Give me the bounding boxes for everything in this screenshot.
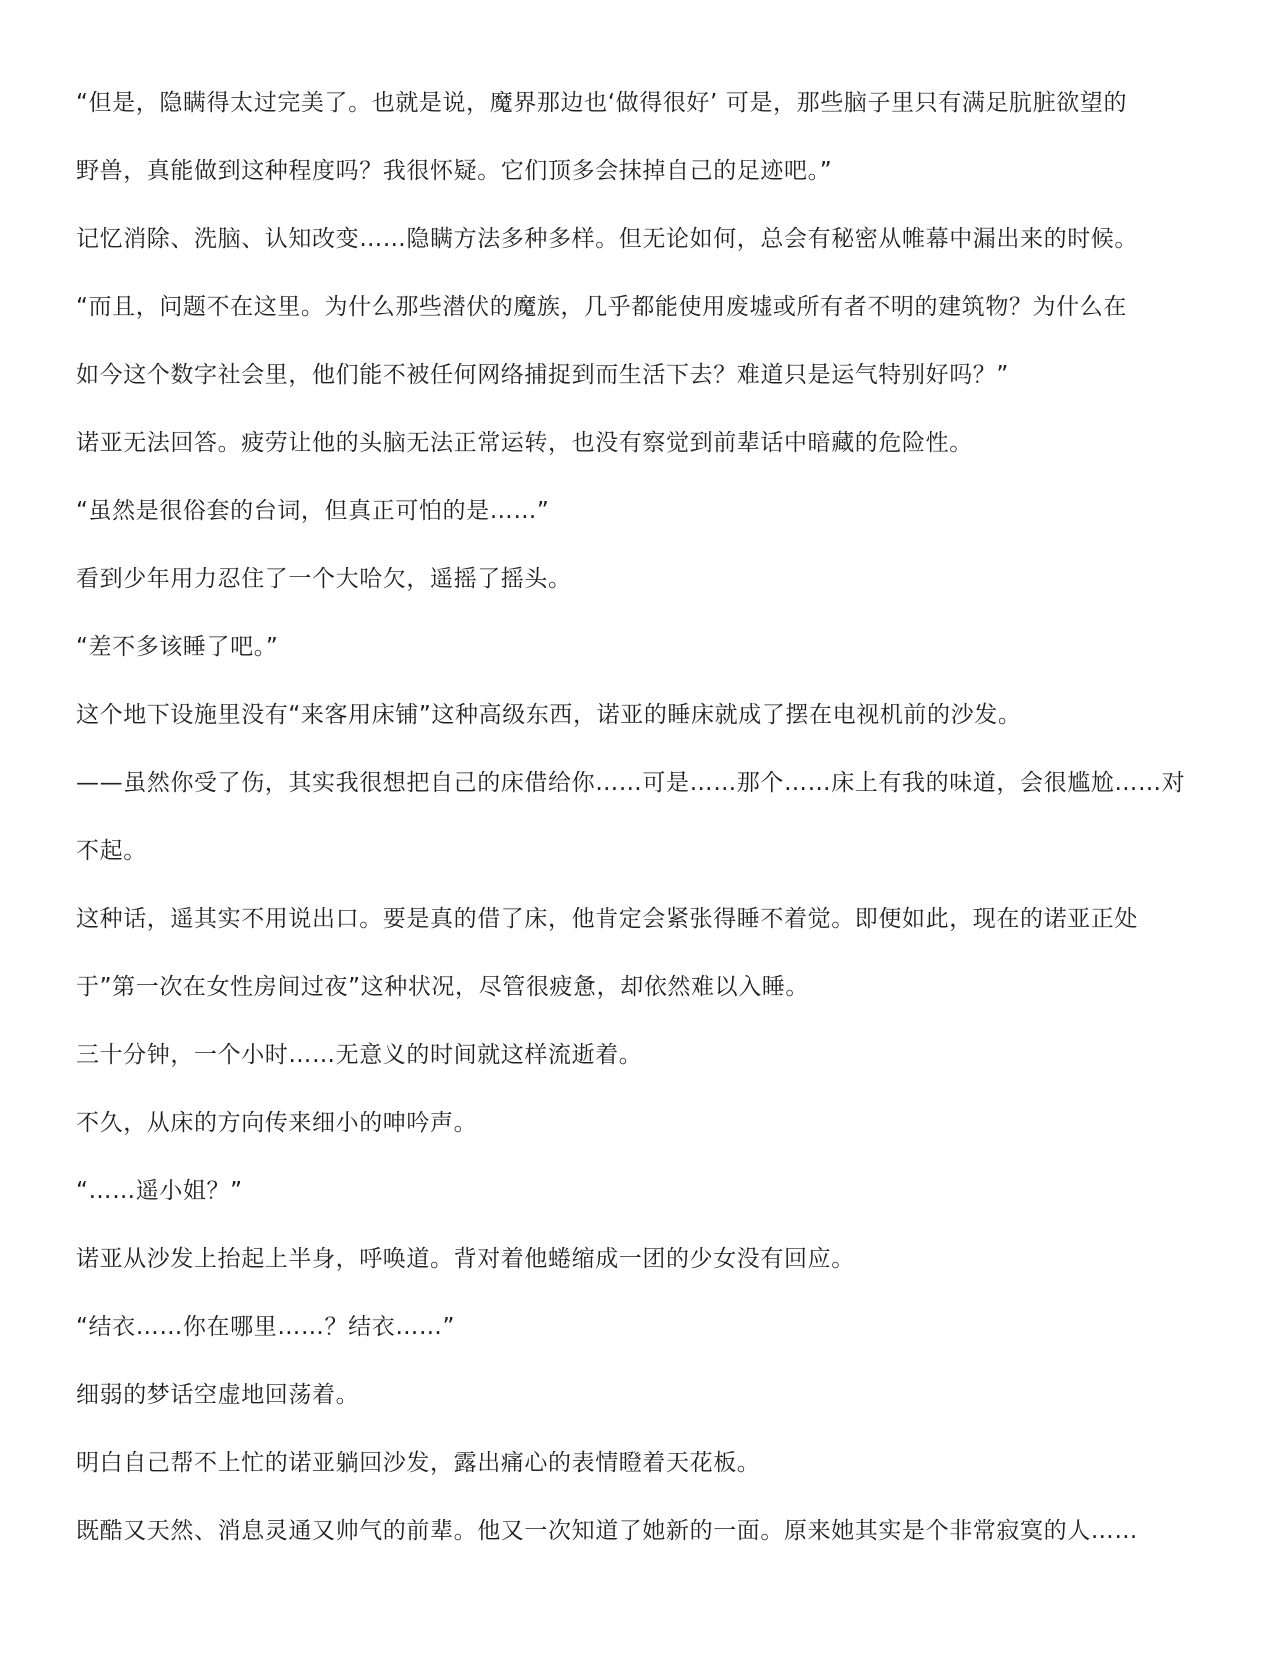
- text-line: “而且，问题不在这里。为什么那些潜伏的魔族，几乎都能使用废墟或所有者不明的建筑物？为什么在: [76, 294, 1127, 320]
- text-line: 诺亚从沙发上抬起上半身，呼唤道。背对着他蜷缩成一团的少女没有回应。: [76, 1246, 855, 1272]
- paragraph: [76, 698, 1210, 732]
- paragraph: [76, 1310, 1210, 1344]
- text-line: 这个地下设施里没有“来客用床铺”这种高级东西，诺亚的睡床就成了摆在电视机前的沙发。: [76, 702, 1022, 728]
- text-line: 三十分钟，一个小时……无意义的时间就这样流逝着。: [76, 1042, 643, 1068]
- text-line: 记忆消除、洗脑、认知改变……隐瞒方法多种多样。但无论如何，总会有秘密从帷幕中漏出来的时候。: [76, 226, 1138, 252]
- text-line: 不久，从床的方向传来细小的呻吟声。: [76, 1110, 478, 1136]
- paragraph: [76, 1038, 1210, 1072]
- text-line: “差不多该睡了吧。”: [76, 634, 279, 660]
- paragraph: [76, 426, 1210, 460]
- text-line: “……遥小姐？”: [76, 1178, 243, 1204]
- text-line: 野兽，真能做到这种程度吗？我很怀疑。它们顶多会抹掉自己的足迹吧。”: [76, 158, 833, 184]
- text-line: 明白自己帮不上忙的诺亚躺回沙发，露出痛心的表情瞪着天花板。: [76, 1450, 761, 1476]
- text-line: 如今这个数字社会里，他们能不被任何网络捕捉到而生活下去？难道只是运气特别好吗？”: [76, 362, 1009, 388]
- text-line: “结衣……你在哪里……？结衣……”: [76, 1314, 456, 1340]
- paragraph: [76, 562, 1210, 596]
- paragraph: [76, 902, 1210, 1004]
- paragraph: [76, 1106, 1210, 1140]
- text-line: 细弱的梦话空虚地回荡着。: [76, 1382, 360, 1408]
- text-line: 既酷又天然、消息灵通又帅气的前辈。他又一次知道了她新的一面。原来她其实是个非常寂寞的人……: [76, 1518, 1138, 1544]
- paragraph: [76, 1242, 1210, 1276]
- paragraph: [76, 1446, 1210, 1480]
- paragraph: [76, 222, 1210, 256]
- text-line: 于”第一次在女性房间过夜”这种状况，尽管很疲惫，却依然难以入睡。: [76, 974, 810, 1000]
- text-line: 看到少年用力忍住了一个大哈欠，遥摇了摇头。: [76, 566, 572, 592]
- paragraph: [76, 290, 1210, 392]
- paragraph: [76, 766, 1210, 868]
- paragraph: [76, 630, 1210, 664]
- text-line: ——虽然你受了伤，其实我很想把自己的床借给你……可是……那个……床上有我的味道，会很尴尬……对: [76, 770, 1186, 796]
- paragraph: [76, 1174, 1210, 1208]
- paragraph: [76, 1378, 1210, 1412]
- text-line: 这种话，遥其实不用说出口。要是真的借了床，他肯定会紧张得睡不着觉。即便如此，现在的诺亚正处: [76, 906, 1138, 932]
- paragraph: [76, 86, 1210, 188]
- text-line: 不起。: [76, 838, 147, 864]
- text-line: “但是，隐瞒得太过完美了。也就是说，魔界那边也‘做得很好’ 可是，那些脑子里只有满足肮脏欲望的: [76, 90, 1128, 116]
- text-line: 诺亚无法回答。疲劳让他的头脑无法正常运转，也没有察觉到前辈话中暗藏的危险性。: [76, 430, 973, 456]
- paragraph: [76, 1514, 1210, 1548]
- paragraph: [76, 494, 1210, 528]
- text-line: “虽然是很俗套的台词，但真正可怕的是……”: [76, 498, 550, 524]
